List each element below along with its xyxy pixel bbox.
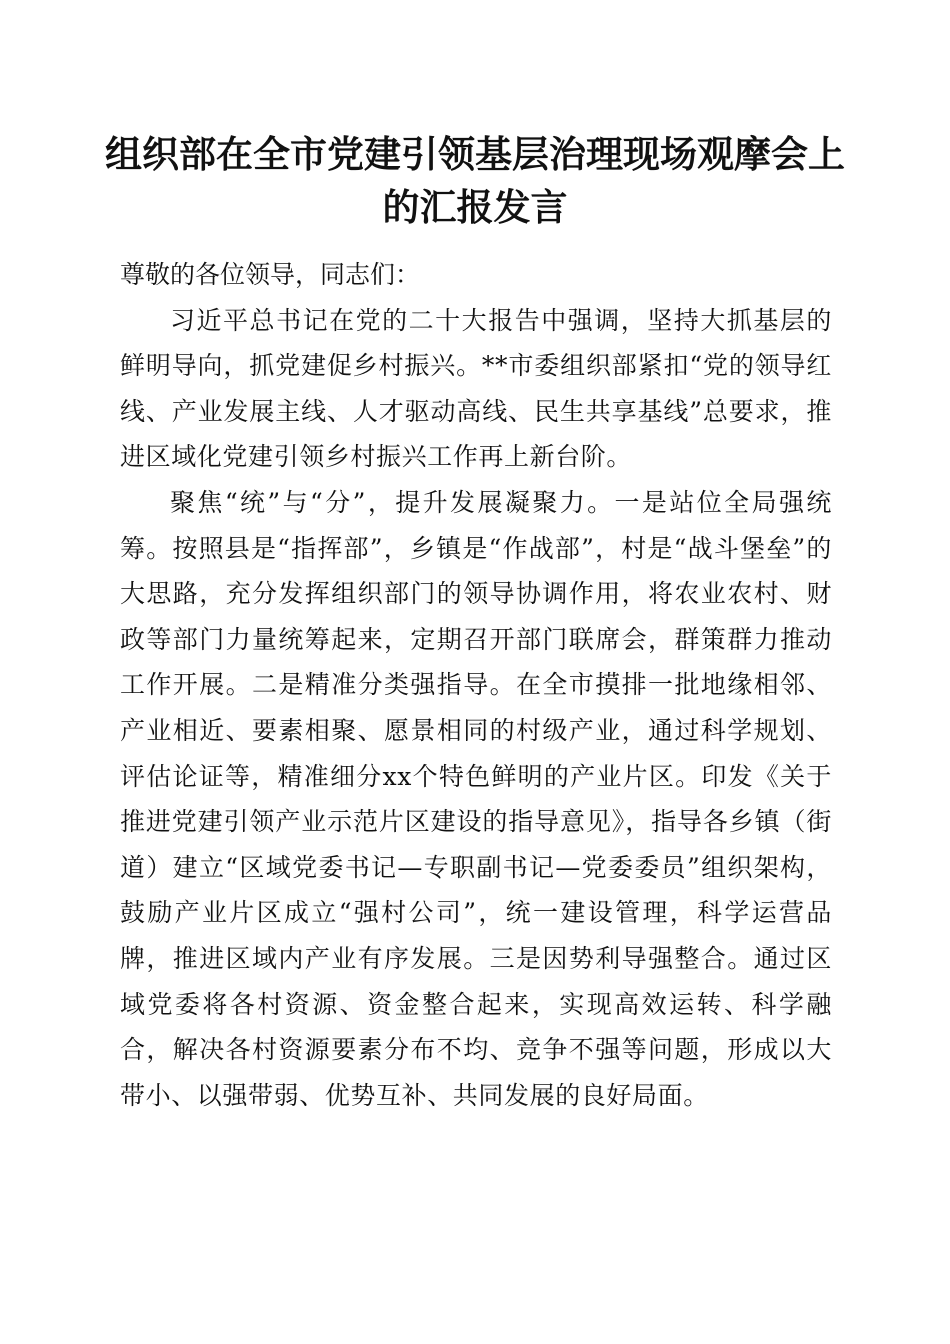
salutation: 尊敬的各位领导，同志们： — [120, 260, 421, 289]
document-title — [100, 128, 850, 234]
paragraph-intro: 习近平总书记在党的二十大报告中强调，坚持大抓基层的鲜明导向，抓党建促乡村振兴。**市委组织部紧扣“党的领导红线、产业发展主线、人才驱动高线、民生共享基线”总要求，推进区域化党建引领乡村振兴工作再上新台阶。 — [120, 305, 832, 472]
document-body — [120, 252, 832, 1118]
paragraph-focus: 聚焦“统”与“分”，提升发展凝聚力。一是站位全局强统筹。按照县是“指挥部”，乡镇是“作战部”，村是“战斗堡垒”的大思路，充分发挥组织部门的领导协调作用，将农业农村、财政等部门力量统筹起来，定期召开部门联席会，群策群力推动工作开展。二是精准分类强指导。在全市摸排一批地缘相邻、产业相近、要素相聚、愿景相同的村级产业，通过科学规划、评估论证等，精准细分xx个特色鲜明的产业片区。印发《关于推进党建引领产业示范片区建设的指导意见》，指导各乡镇（街道）建立“区域党委书记—专职副书记—党委委员”组织架构，鼓励产业片区成立“强村公司”，统一建设管理，科学运营品牌，推进区域内产业有序发展。三是因势利导强整合。通过区域党委将各村资源、资金整合起来，实现高效运转、科学融合，解决各村资源要素分布不均、竞争不强等问题，形成以大带小、以强带弱、优势互补、共同发展的良好局面。 — [120, 487, 832, 1110]
title-line-2: 的汇报发言 — [382, 185, 568, 229]
title-line-1: 组织部在全市党建引领基层治理现场观摩会上 — [105, 132, 845, 176]
